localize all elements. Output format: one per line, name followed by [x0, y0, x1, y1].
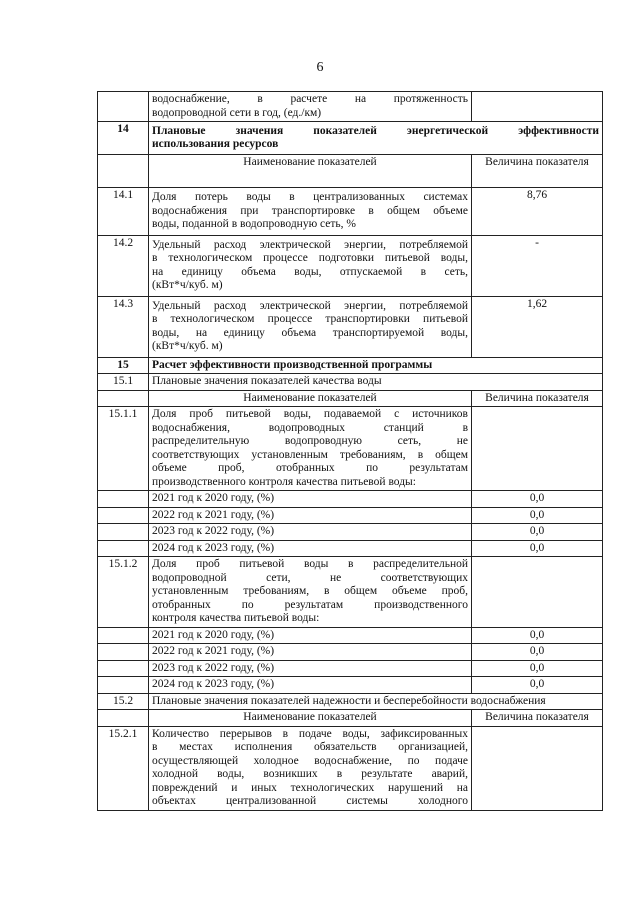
header-row [98, 390, 603, 407]
indicator-value [472, 726, 603, 810]
section-row [98, 122, 603, 155]
section-number: 14 [98, 122, 149, 155]
year-value: 0,0 [472, 660, 603, 677]
header-name: Наименование показателей [149, 155, 472, 188]
num-cell [98, 677, 149, 694]
year-value: 0,0 [472, 644, 603, 661]
year-value: 0,0 [472, 677, 603, 694]
year-value: 0,0 [472, 491, 603, 508]
subsection-row [98, 374, 603, 391]
row-number: 15.1.2 [98, 557, 149, 628]
indicator-name: Доля проб питьевой воды в распределительной водопроводной сети, не соответствующих установленным требованиям, в общем объеме проб, отобранных по результатам производственного контроля качества питьевой воды: [149, 557, 472, 628]
num-cell [98, 710, 149, 727]
page-number: 6 [316, 60, 324, 75]
table-row [98, 557, 603, 628]
num-cell [98, 491, 149, 508]
subsection-number: 15.2 [98, 693, 149, 710]
year-label: 2022 год к 2021 году, (%) [149, 507, 472, 524]
section-row [98, 357, 603, 374]
header-value: Величина показателя [472, 710, 603, 727]
indicator-value [472, 557, 603, 628]
num-cell [98, 627, 149, 644]
num-cell [98, 540, 149, 557]
indicator-name: водоснабжение, в расчете на протяженность водопроводной сети в год, (ед./км) [149, 92, 472, 122]
table-row [98, 92, 603, 122]
header-name: Наименование показателей [149, 390, 472, 407]
year-row [98, 644, 603, 661]
year-row [98, 524, 603, 541]
row-number: 14.1 [98, 188, 149, 236]
year-row [98, 507, 603, 524]
year-label: 2021 год к 2020 году, (%) [149, 491, 472, 508]
indicator-name: Количество перерывов в подаче воды, зафиксированных в местах исполнения обязательств организацией, осуществляющей холодное водоснабжение, по подаче холодной воды, возникших в результате аварий, повреждений и иных технологических нарушений на объектах централизованной системы холодного [149, 726, 472, 810]
subsection-title: Плановые значения показателей надежности и бесперебойности водоснабжения [149, 693, 603, 710]
table-row [98, 188, 603, 236]
row-number: 14.3 [98, 296, 149, 357]
year-value: 0,0 [472, 627, 603, 644]
year-row [98, 491, 603, 508]
section-number: 15 [98, 357, 149, 374]
section-title: Плановые значения показателей энергетической эффективности использования ресурсов [149, 122, 603, 155]
subsection-number: 15.1 [98, 374, 149, 391]
header-value: Величина показателя [472, 390, 603, 407]
subsection-row [98, 693, 603, 710]
header-row [98, 155, 603, 188]
num-cell [98, 660, 149, 677]
indicator-name: Доля потерь воды в централизованных системах водоснабжения при транспортировке в общем объеме воды, поданной в водопроводную сеть, % [149, 188, 472, 236]
year-row [98, 660, 603, 677]
row-number: 14.2 [98, 235, 149, 296]
year-row [98, 677, 603, 694]
row-number: 15.2.1 [98, 726, 149, 810]
indicator-value: 1,62 [472, 296, 603, 357]
table-row [98, 726, 603, 810]
header-value: Величина показателя [472, 155, 603, 188]
num-cell [98, 390, 149, 407]
year-value: 0,0 [472, 540, 603, 557]
indicator-name: Удельный расход электрической энергии, потребляемой в технологическом процессе транспортировки питьевой воды, на единицу объема транспортируемой воды, (кВт*ч/куб. м) [149, 296, 472, 357]
indicator-name: Удельный расход электрической энергии, потребляемой в технологическом процессе подготовки питьевой воды, на единицу объема воды, отпускаемой в сеть, (кВт*ч/куб. м) [149, 235, 472, 296]
table-row [98, 235, 603, 296]
table-row [98, 407, 603, 491]
num-cell [98, 644, 149, 661]
header-row [98, 710, 603, 727]
year-value: 0,0 [472, 524, 603, 541]
num-cell [98, 507, 149, 524]
indicator-value: 8,76 [472, 188, 603, 236]
indicators-table [97, 91, 603, 811]
section-title: Расчет эффективности производственной программы [149, 357, 603, 374]
subsection-title: Плановые значения показателей качества воды [149, 374, 603, 391]
year-value: 0,0 [472, 507, 603, 524]
year-label: 2023 год к 2022 году, (%) [149, 660, 472, 677]
year-label: 2024 год к 2023 году, (%) [149, 540, 472, 557]
indicator-value: - [472, 235, 603, 296]
year-label: 2023 год к 2022 году, (%) [149, 524, 472, 541]
table-row [98, 296, 603, 357]
num-cell [98, 524, 149, 541]
year-label: 2022 год к 2021 году, (%) [149, 644, 472, 661]
header-name: Наименование показателей [149, 710, 472, 727]
year-row [98, 627, 603, 644]
num-cell [98, 92, 149, 122]
num-cell [98, 155, 149, 188]
indicator-value [472, 92, 603, 122]
indicator-name: Доля проб питьевой воды, подаваемой с источников водоснабжения, водопроводных станций в распределительную водопроводную сеть, не соответствующих установленным требованиям, в общем объеме проб, отобранных по результатам производственного контроля качества питьевой воды: [149, 407, 472, 491]
row-number: 15.1.1 [98, 407, 149, 491]
indicator-value [472, 407, 603, 491]
year-row [98, 540, 603, 557]
year-label: 2024 год к 2023 году, (%) [149, 677, 472, 694]
year-label: 2021 год к 2020 году, (%) [149, 627, 472, 644]
